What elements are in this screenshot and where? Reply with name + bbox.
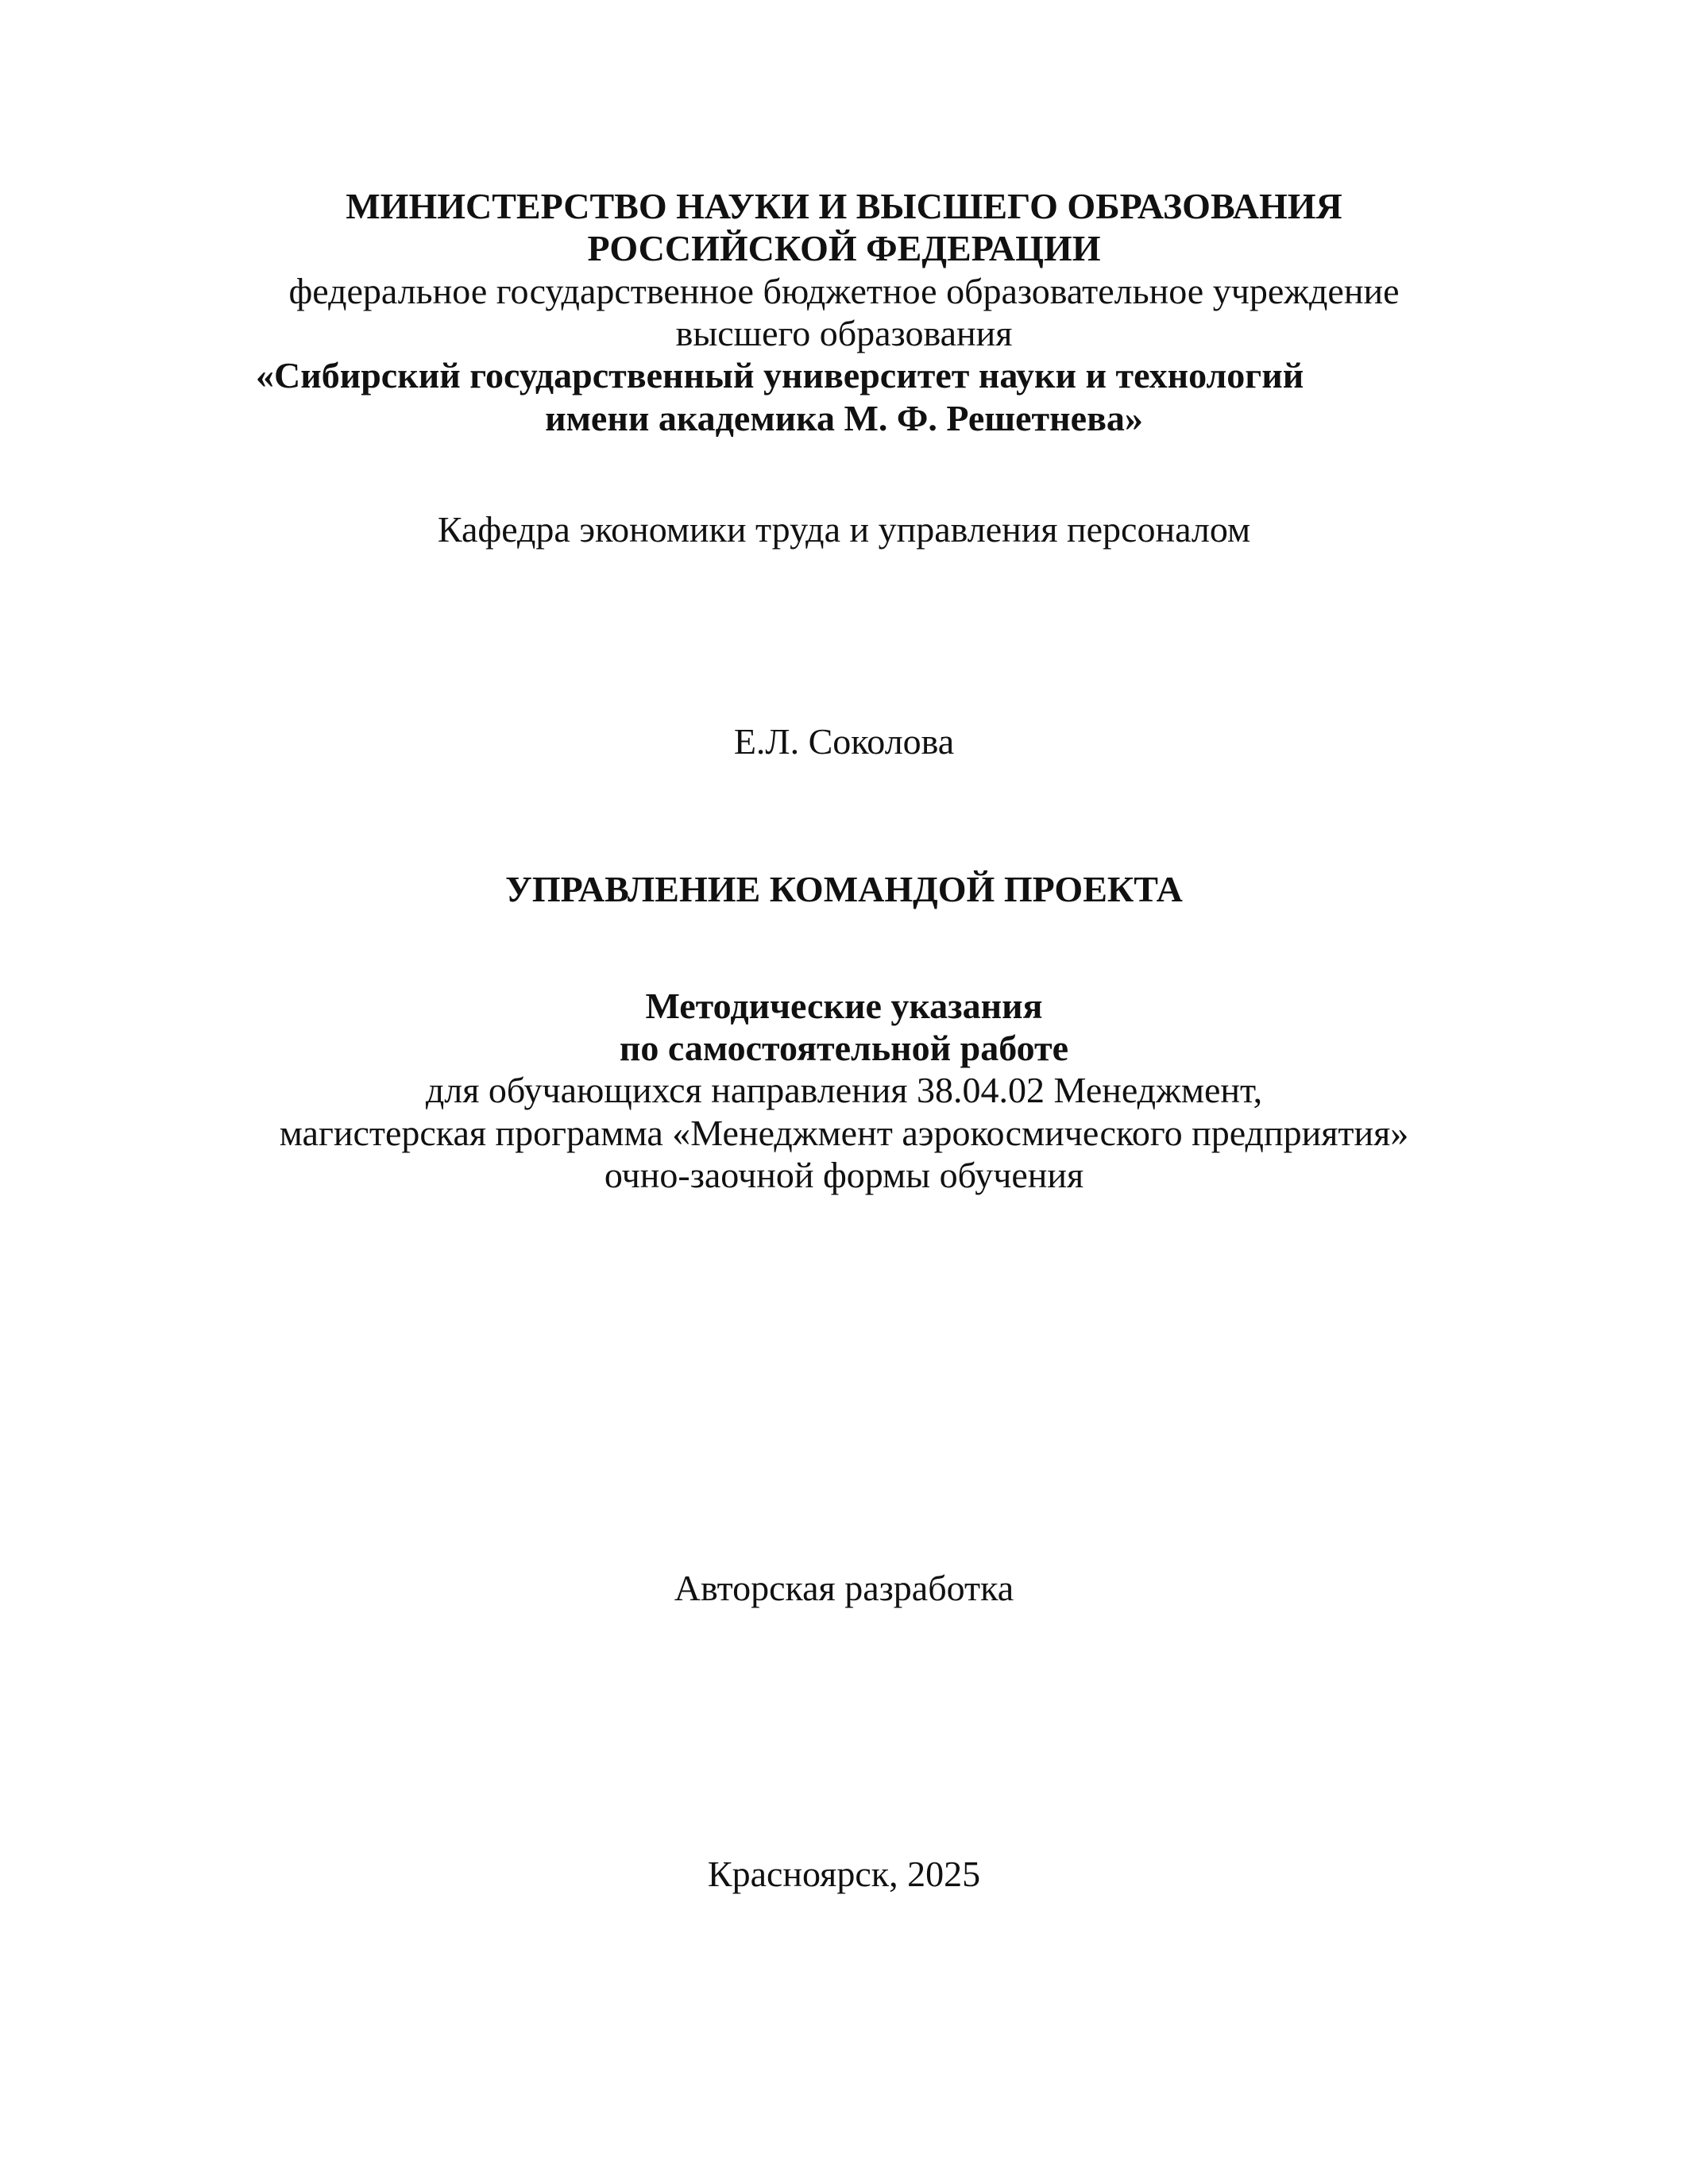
department-name: Кафедра экономики труда и управления персоналом [437,509,1251,550]
university-name-line-1: «Сибирский государственный университет науки и технологий [256,355,1304,396]
university-name-line-2: имени академика М. Ф. Решетнева» [545,398,1143,438]
subtitle-line-1: Методические указания [645,986,1043,1026]
ministry-line-1: МИНИСТЕРСТВО НАУКИ И ВЫСШЕГО ОБРАЗОВАНИЯ [346,186,1342,226]
edition-note: Авторская разработка [674,1568,1014,1608]
author-name: Е.Л. Соколова [733,721,955,762]
institution-type-line-2: высшего образования [675,313,1013,353]
subtitle-line-5: очно-заочной формы обучения [604,1155,1084,1195]
subtitle-line-3: для обучающихся направления 38.04.02 Менеджмент, [425,1070,1263,1110]
subtitle-line-4: магистерская программа «Менеджмент аэрокосмического предприятия» [279,1113,1409,1153]
ministry-line-2: РОССИЙСКОЙ ФЕДЕРАЦИИ [587,228,1101,268]
institution-type-line-1: федеральное государственное бюджетное образовательное учреждение [288,271,1400,311]
subtitle-line-2: по самостоятельной работе [619,1028,1069,1068]
place-year: Красноярск, 2025 [707,1854,981,1894]
document-title: УПРАВЛЕНИЕ КОМАНДОЙ ПРОЕКТА [505,869,1183,909]
